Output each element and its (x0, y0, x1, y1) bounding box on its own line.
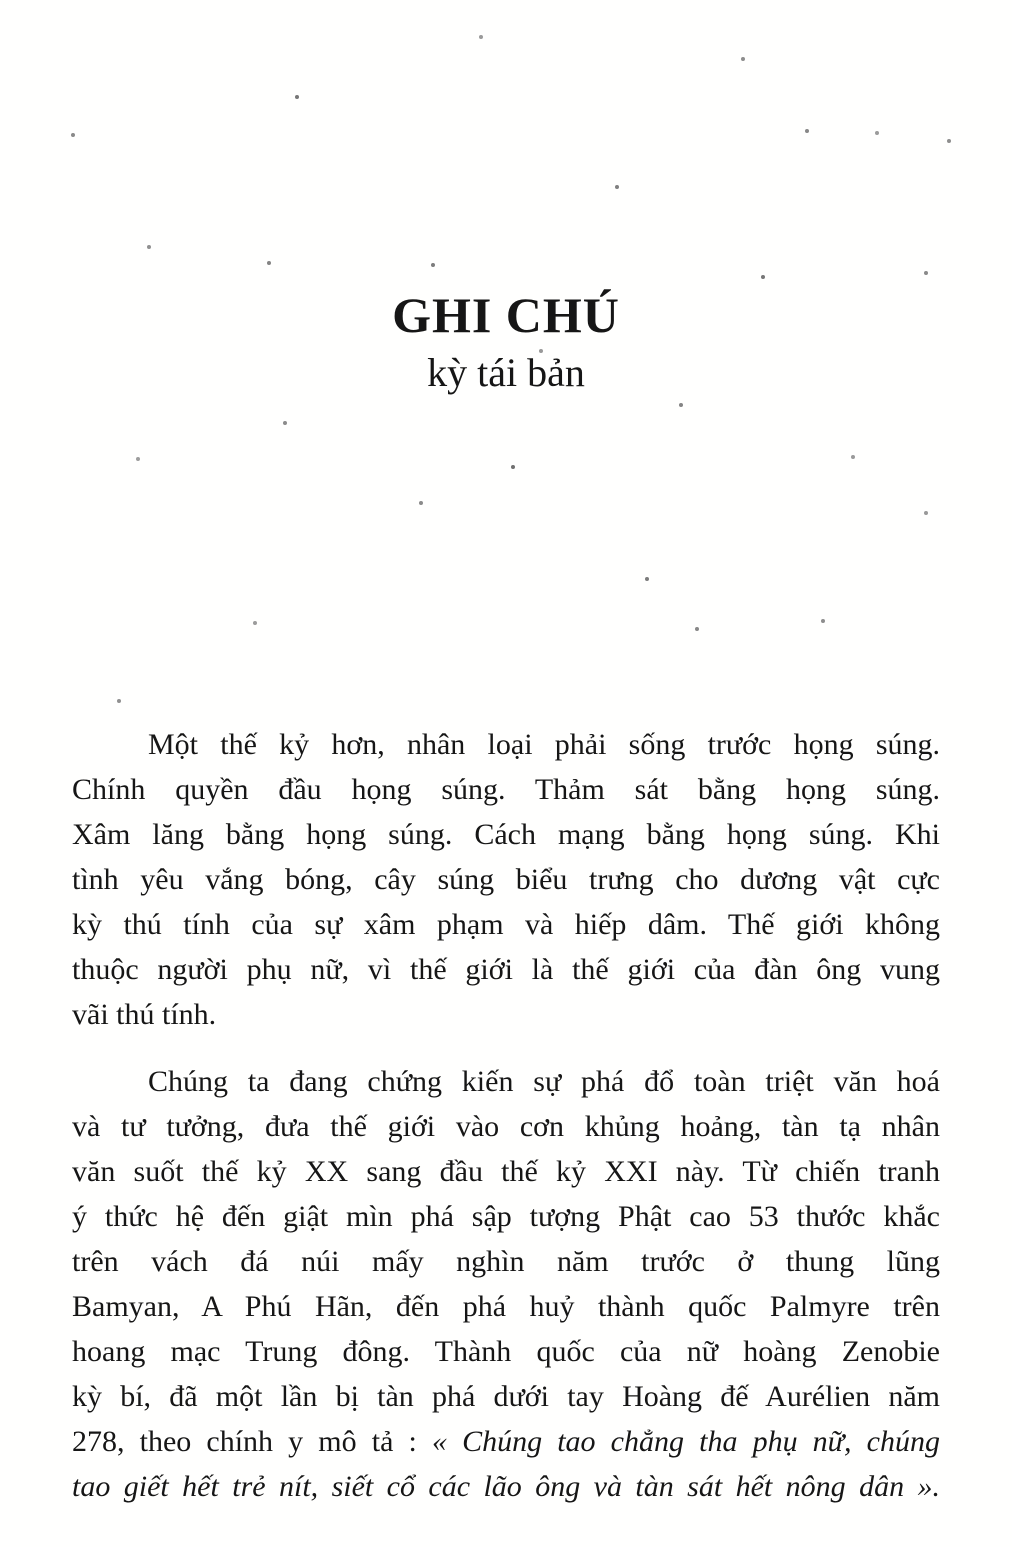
text-line (72, 902, 940, 947)
text-line (72, 1284, 940, 1329)
text-line (72, 1464, 940, 1509)
text-line (72, 857, 940, 902)
body-text-segment: trên vách đá núi mấy nghìn năm trước ở thung lũng (72, 1245, 940, 1278)
body-text-segment: thuộc người phụ nữ, vì thế giới là thế giới của đàn ông vung (72, 953, 940, 986)
text-line (72, 1419, 940, 1464)
body-text-segment: ý thức hệ đến giật mìn phá sập tượng Phật cao 53 thước khắc (72, 1200, 940, 1233)
body-text-segment: vãi thú tính. (72, 998, 217, 1031)
text-line (72, 1239, 940, 1284)
body-text-segment: Chúng ta đang chứng kiến sự phá đổ toàn triệt văn hoá (148, 1065, 940, 1098)
paragraph-1 (72, 722, 940, 1037)
chapter-title: GHI CHÚ (392, 287, 620, 343)
text-line (72, 767, 940, 812)
text-line (72, 722, 940, 767)
text-line (72, 1329, 940, 1374)
quote-text: tao giết hết trẻ nít, siết cổ các lão ông và tàn sát hết nông dân ». (72, 1470, 940, 1503)
body-text-segment: Xâm lăng bằng họng súng. Cách mạng bằng họng súng. Khi (72, 818, 940, 851)
body-text-segment: Chính quyền đầu họng súng. Thảm sát bằng họng súng. (72, 773, 940, 806)
body-text-segment: 278, theo chính y mô tả : (72, 1425, 432, 1458)
body-text-segment: Bamyan, A Phú Hãn, đến phá huỷ thành quốc Palmyre trên (72, 1290, 940, 1323)
paragraph-2 (72, 1059, 940, 1509)
body-text-segment: tình yêu vắng bóng, cây súng biểu trưng cho dương vật cực (72, 863, 940, 896)
text-line (72, 1374, 940, 1419)
text-line (72, 1194, 940, 1239)
text-line (72, 1104, 940, 1149)
quote-text: « Chúng tao chẳng tha phụ nữ, chúng (431, 1425, 940, 1458)
body-text-segment: Một thế kỷ hơn, nhân loại phải sống trước họng súng. (148, 728, 940, 761)
text-line (72, 812, 940, 857)
text-line (72, 947, 940, 992)
chapter-heading (0, 288, 1012, 395)
text-line (72, 992, 940, 1037)
body-text-segment: và tư tưởng, đưa thế giới vào cơn khủng hoảng, tàn tạ nhân (72, 1110, 940, 1143)
scan-noise-speckles (0, 0, 2, 2)
body-text-segment: kỳ bí, đã một lần bị tàn phá dưới tay Hoàng đế Aurélien năm (72, 1380, 940, 1413)
body-text (72, 722, 940, 1509)
body-text-segment: kỳ thú tính của sự xâm phạm và hiếp dâm. Thế giới không (72, 908, 940, 941)
text-line (72, 1059, 940, 1104)
body-text-segment: văn suốt thế kỷ XX sang đầu thế kỷ XXI này. Từ chiến tranh (72, 1155, 940, 1188)
body-text-segment: hoang mạc Trung đông. Thành quốc của nữ hoàng Zenobie (72, 1335, 940, 1368)
text-line (72, 1149, 940, 1194)
chapter-subtitle: kỳ tái bản (427, 350, 585, 395)
